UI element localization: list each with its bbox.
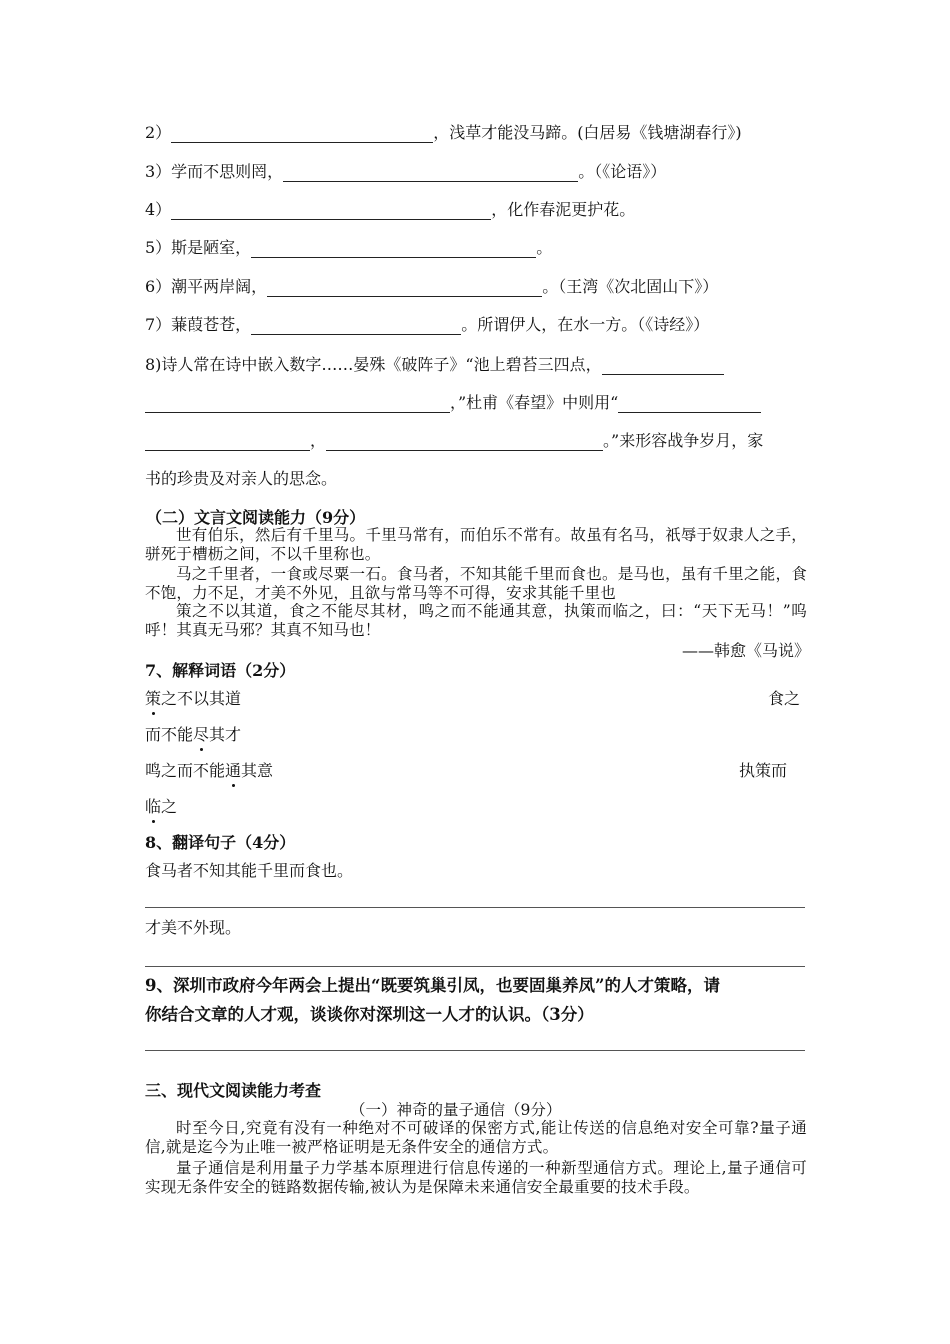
q4-suffix: ，化作春泥更护花。 <box>491 200 636 219</box>
q2-prefix: 2） <box>145 123 172 142</box>
modern-paragraph-2: 量子通信是利用量子力学基本原理进行信息传递的一种新型通信方式。理论上,量子通信可实现无条件安全的链路数据传输,被认为是保障未来通信安全最重要的技术手段。 <box>145 1159 807 1196</box>
classical-paragraph-1: 世有伯乐，然后有千里马。千里马常有，而伯乐不常有。故虽有名马，祇辱于奴隶人之手，骈死于槽枥之间，不以千里称也。 <box>145 526 807 563</box>
q7-item-2-cont <box>145 725 241 745</box>
q7-item-1 <box>145 689 241 709</box>
q7-item2-dotted: 尽 <box>193 725 210 744</box>
q8-answer-line-1[interactable] <box>145 907 805 908</box>
q7-answer-blank[interactable] <box>251 318 461 335</box>
q3-answer-blank[interactable] <box>283 165 578 182</box>
blank-question-2 <box>145 123 742 143</box>
q4-prefix: 4） <box>145 200 172 219</box>
blank-question-8-line4 <box>145 469 337 489</box>
classical-source: ——韩愈《马说》 <box>682 641 811 660</box>
q8-sentence-1: 食马者不知其能千里而食也。 <box>145 861 354 880</box>
q8-answer-blank-3[interactable] <box>326 434 603 451</box>
q8-answer-blank-2[interactable] <box>618 396 761 413</box>
q4-answer-blank[interactable] <box>171 203 491 220</box>
q8-line3-suffix: 。”来形容战争岁月，家 <box>603 431 764 450</box>
q7-title: 7、解释词语（2分） <box>145 661 296 680</box>
q7-item2-pre: 而不能 <box>145 725 194 744</box>
q7-prefix: 7）蒹葭苍苍， <box>145 315 252 334</box>
section3-title: 三、现代文阅读能力考查 <box>145 1081 322 1100</box>
q7-item3-post: 其意 <box>241 761 274 780</box>
q7-suffix: 。所谓伊人，在水一方。（《诗经》） <box>461 315 710 334</box>
q8-line2-suffix: ，”杜甫《春望》中则用“ <box>450 393 619 412</box>
q3-prefix: 3）学而不思则罔， <box>145 162 284 181</box>
q6-answer-blank[interactable] <box>267 280 542 297</box>
q7-item4-dotted: 临 <box>145 797 162 816</box>
q8-line4-text: 书的珍贵及对亲人的思念。 <box>145 469 338 488</box>
q7-item-4-start: 执策而 <box>739 761 788 780</box>
q8-answer-blank-1[interactable] <box>602 358 724 375</box>
q7-item3-dotted: 通 <box>225 761 242 780</box>
section3-subtitle: （一）神奇的量子通信（9分） <box>350 1101 562 1119</box>
q7-item-3 <box>145 761 273 781</box>
classical-paragraph-3: 策之不以其道，食之不能尽其材，鸣之而不能通其意，执策而临之，曰：“天下无马！”呜呼！其真无马邪？其真不知马也！ <box>145 602 807 639</box>
q5-suffix: 。 <box>536 238 553 257</box>
blank-question-3 <box>145 162 666 182</box>
blank-question-8-line1 <box>145 355 724 375</box>
q6-suffix: 。（王湾《次北固山下》） <box>542 277 719 296</box>
q2-answer-blank[interactable] <box>171 126 433 143</box>
blank-question-7 <box>145 315 709 335</box>
q7-item1-first: 策 <box>145 689 162 708</box>
q2-suffix: ，浅草才能没马蹄。(白居易《钱塘湖春行》) <box>433 123 742 142</box>
q7-item-2-start: 食之 <box>768 689 801 708</box>
q8-title: 8、翻译句子（4分） <box>145 833 296 852</box>
section2-title: （二）文言文阅读能力（9分） <box>146 508 366 527</box>
q8-answer-blank-1-cont[interactable] <box>145 396 450 413</box>
blank-question-4 <box>145 200 635 220</box>
classical-paragraph-2: 马之千里者，一食或尽粟一石。食马者，不知其能千里而食也。是马也，虽有千里之能，食不饱，力不足，才美不外见，且欲与常马等不可得，安求其能千里也 <box>145 565 807 602</box>
q9-answer-line[interactable] <box>145 1050 805 1051</box>
blank-question-8-line2 <box>145 393 761 413</box>
q8-sentence-2: 才美不外现。 <box>145 918 242 937</box>
blank-question-5 <box>145 238 552 258</box>
q8-answer-line-2[interactable] <box>145 966 805 967</box>
q3-suffix: 。（《论语》） <box>578 162 667 181</box>
q7-item-4-cont <box>145 797 177 817</box>
blank-question-8-line3 <box>145 431 763 451</box>
q9-line-2: 你结合文章的人才观，谈谈你对深圳这一人才的认识。（3分） <box>145 1005 594 1024</box>
q8-line1-text: 8)诗人常在诗中嵌入数字……晏殊《破阵子》“池上碧苔三四点， <box>145 355 602 374</box>
q7-item4-post: 之 <box>161 797 178 816</box>
blank-question-6 <box>145 277 718 297</box>
q8-answer-blank-2-cont[interactable] <box>145 434 310 451</box>
q9-line-1: 9、深圳市政府今年两会上提出“既要筑巢引凤，也要固巢养凤”的人才策略，请 <box>145 976 720 995</box>
q6-prefix: 6）潮平两岸阔， <box>145 277 268 296</box>
q5-answer-blank[interactable] <box>251 241 536 258</box>
q5-prefix: 5）斯是陋室， <box>145 238 252 257</box>
modern-paragraph-1: 时至今日,究竟有没有一种绝对不可破译的保密方式,能让传送的信息绝对安全可靠?量子通信,就是迄今为止唯一被严格证明是无条件安全的通信方式。 <box>145 1119 807 1156</box>
q8-line3-mid: ， <box>310 431 327 450</box>
q7-item1-rest: 之不以其道 <box>161 689 242 708</box>
q7-item2-post: 其才 <box>209 725 242 744</box>
q7-item3-pre: 鸣之而不能 <box>145 761 226 780</box>
